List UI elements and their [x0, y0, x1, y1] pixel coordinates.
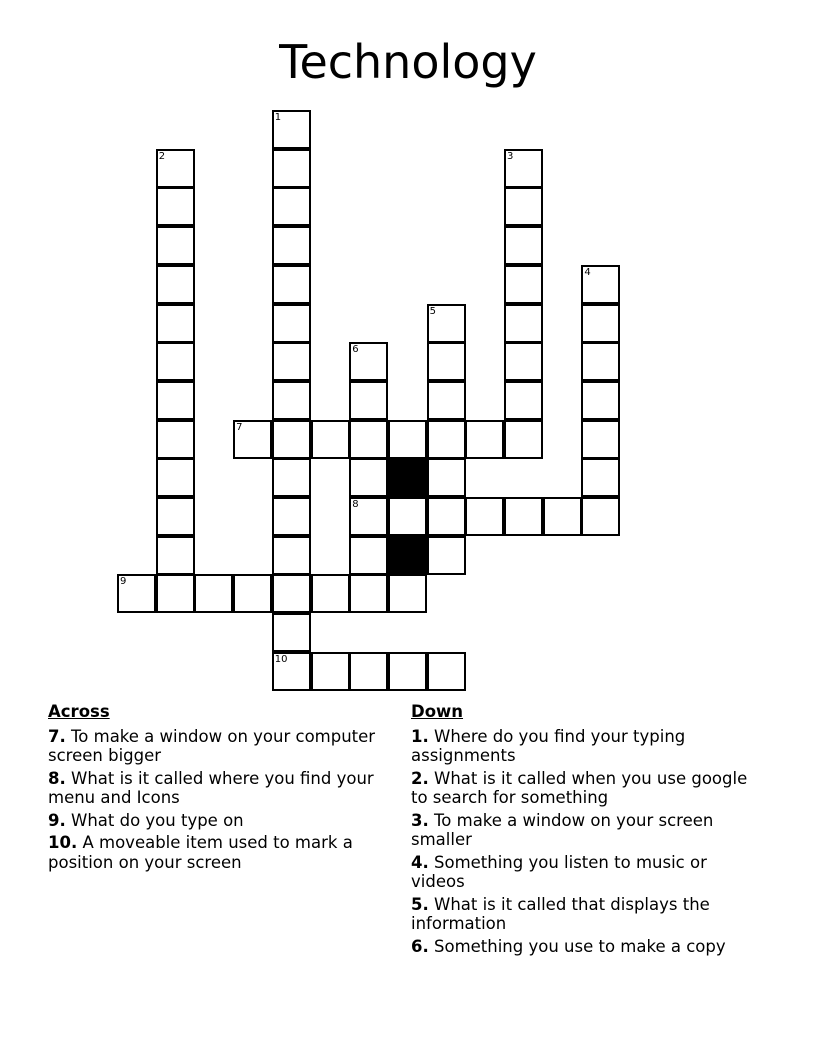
grid-cell[interactable]: [156, 536, 195, 575]
puzzle-title: Technology: [279, 35, 537, 89]
clue-text: What is it called where you find your menu and Icons: [48, 768, 374, 807]
clue-text: Where do you find your typing assignments: [411, 726, 686, 765]
grid-cell[interactable]: [349, 342, 388, 381]
clue-across-9: [48, 811, 393, 831]
grid-cell[interactable]: [581, 420, 620, 459]
grid-cell[interactable]: [272, 420, 311, 459]
grid-cell[interactable]: [504, 497, 543, 536]
grid-cell[interactable]: [272, 304, 311, 343]
grid-cell[interactable]: [504, 381, 543, 420]
clue-number: 8.: [48, 768, 66, 788]
grid-cell[interactable]: [272, 110, 311, 149]
clue-text: What do you type on: [71, 810, 244, 830]
clue-down-5: [411, 895, 761, 934]
grid-cell[interactable]: [272, 381, 311, 420]
grid-cell[interactable]: [465, 497, 504, 536]
cell-number: 6: [352, 344, 359, 356]
grid-cell[interactable]: [504, 187, 543, 226]
clue-text: A moveable item used to mark a position on your screen: [48, 833, 353, 872]
grid-cell[interactable]: [504, 304, 543, 343]
clue-number: 3.: [411, 810, 429, 830]
grid-cell[interactable]: [581, 458, 620, 497]
clue-down-4: [411, 853, 761, 892]
grid-cell[interactable]: [233, 420, 272, 459]
grid-cell[interactable]: [194, 574, 233, 613]
clue-across-10: [48, 833, 393, 872]
cell-number: 9: [120, 576, 127, 588]
clue-number: 9.: [48, 810, 66, 830]
grid-cell[interactable]: [156, 497, 195, 536]
clue-number: 6.: [411, 936, 429, 956]
grid-cell[interactable]: [272, 652, 311, 691]
clue-text: Something you use to make a copy: [434, 936, 726, 956]
grid-cell[interactable]: [349, 574, 388, 613]
grid-cell[interactable]: [156, 187, 195, 226]
grid-cell[interactable]: [233, 574, 272, 613]
cell-number: 10: [274, 653, 288, 665]
grid-cell[interactable]: [388, 420, 427, 459]
clue-number: 10.: [48, 833, 78, 852]
grid-cell[interactable]: [581, 342, 620, 381]
clue-number: 1.: [411, 726, 429, 746]
grid-cell[interactable]: [388, 497, 427, 536]
cell-number: 1: [274, 112, 282, 123]
grid-cell[interactable]: [388, 574, 427, 613]
grid-cell[interactable]: [272, 187, 311, 226]
grid-cell[interactable]: [272, 149, 311, 188]
grid-cell[interactable]: [272, 613, 311, 652]
grid-cell[interactable]: [156, 304, 195, 343]
down-clues: [411, 702, 761, 959]
grid-cell[interactable]: [465, 420, 504, 459]
cell-number: 4: [584, 266, 591, 278]
cell-number: 7: [236, 421, 243, 433]
clue-number: 4.: [411, 852, 429, 872]
grid-cell[interactable]: [427, 420, 466, 459]
clue-down-2: [411, 769, 761, 808]
grid-cell[interactable]: [504, 342, 543, 381]
grid-cell[interactable]: [156, 420, 195, 459]
clue-down-3: [411, 811, 761, 850]
grid-cell[interactable]: [272, 342, 311, 381]
black-square: [388, 536, 427, 575]
grid-cell[interactable]: [311, 652, 350, 691]
grid-cell[interactable]: [427, 536, 466, 575]
grid-cell[interactable]: [388, 652, 427, 691]
grid-cell[interactable]: [427, 304, 466, 343]
grid-cell[interactable]: [504, 226, 543, 265]
grid-cell[interactable]: [427, 652, 466, 691]
grid-cell[interactable]: [427, 342, 466, 381]
grid-cell[interactable]: [349, 458, 388, 497]
across-clues: [48, 702, 393, 875]
clue-number: 7.: [48, 726, 66, 746]
clue-text: What is it called that displays the information: [411, 894, 710, 933]
grid-cell[interactable]: [427, 458, 466, 497]
grid-cell[interactable]: [504, 265, 543, 304]
grid-cell[interactable]: [581, 304, 620, 343]
grid-cell[interactable]: [156, 574, 195, 613]
clue-text: To make a window on your computer screen bigger: [48, 726, 376, 765]
clue-text: Something you listen to music or videos: [411, 852, 707, 891]
grid-cell[interactable]: [349, 536, 388, 575]
grid-cell[interactable]: [427, 381, 466, 420]
grid-cell[interactable]: [349, 420, 388, 459]
cell-number: 3: [507, 150, 514, 162]
clue-down-1: [411, 727, 761, 766]
clue-down-6: [411, 937, 761, 957]
grid-cell[interactable]: [504, 149, 543, 188]
clue-across-7: [48, 727, 393, 766]
grid-cell[interactable]: [349, 497, 388, 536]
grid-cell[interactable]: [349, 381, 388, 420]
grid-cell[interactable]: [311, 420, 350, 459]
clue-number: 2.: [411, 768, 429, 788]
grid-cell[interactable]: [581, 381, 620, 420]
grid-cell[interactable]: [272, 574, 311, 613]
grid-cell[interactable]: [156, 458, 195, 497]
clue-text: What is it called when you use google to search for something: [411, 768, 748, 807]
cell-number: 8: [352, 499, 359, 510]
down-heading: Down: [411, 702, 464, 721]
grid-cell[interactable]: [156, 342, 195, 381]
grid-cell[interactable]: [156, 381, 195, 420]
clue-across-8: [48, 769, 393, 808]
across-heading: Across: [48, 702, 110, 721]
cell-number: 5: [429, 305, 436, 317]
grid-cell[interactable]: [156, 149, 195, 188]
grid-cell[interactable]: [504, 420, 543, 459]
grid-cell[interactable]: [272, 458, 311, 497]
grid-cell[interactable]: [272, 536, 311, 575]
grid-cell[interactable]: [156, 265, 195, 304]
grid-cell[interactable]: [117, 574, 156, 613]
grid-cell[interactable]: [349, 652, 388, 691]
grid-cell[interactable]: [272, 226, 311, 265]
grid-cell[interactable]: [427, 497, 466, 536]
grid-cell[interactable]: [272, 265, 311, 304]
grid-cell[interactable]: [156, 226, 195, 265]
grid-cell[interactable]: [581, 497, 620, 536]
grid-cell[interactable]: [311, 574, 350, 613]
grid-cell[interactable]: [581, 265, 620, 304]
cell-number: 2: [158, 150, 166, 162]
grid-cell[interactable]: [543, 497, 582, 536]
grid-cell[interactable]: [272, 497, 311, 536]
clue-number: 5.: [411, 894, 429, 914]
clue-text: To make a window on your screen smaller: [411, 810, 714, 849]
black-square: [388, 458, 427, 497]
